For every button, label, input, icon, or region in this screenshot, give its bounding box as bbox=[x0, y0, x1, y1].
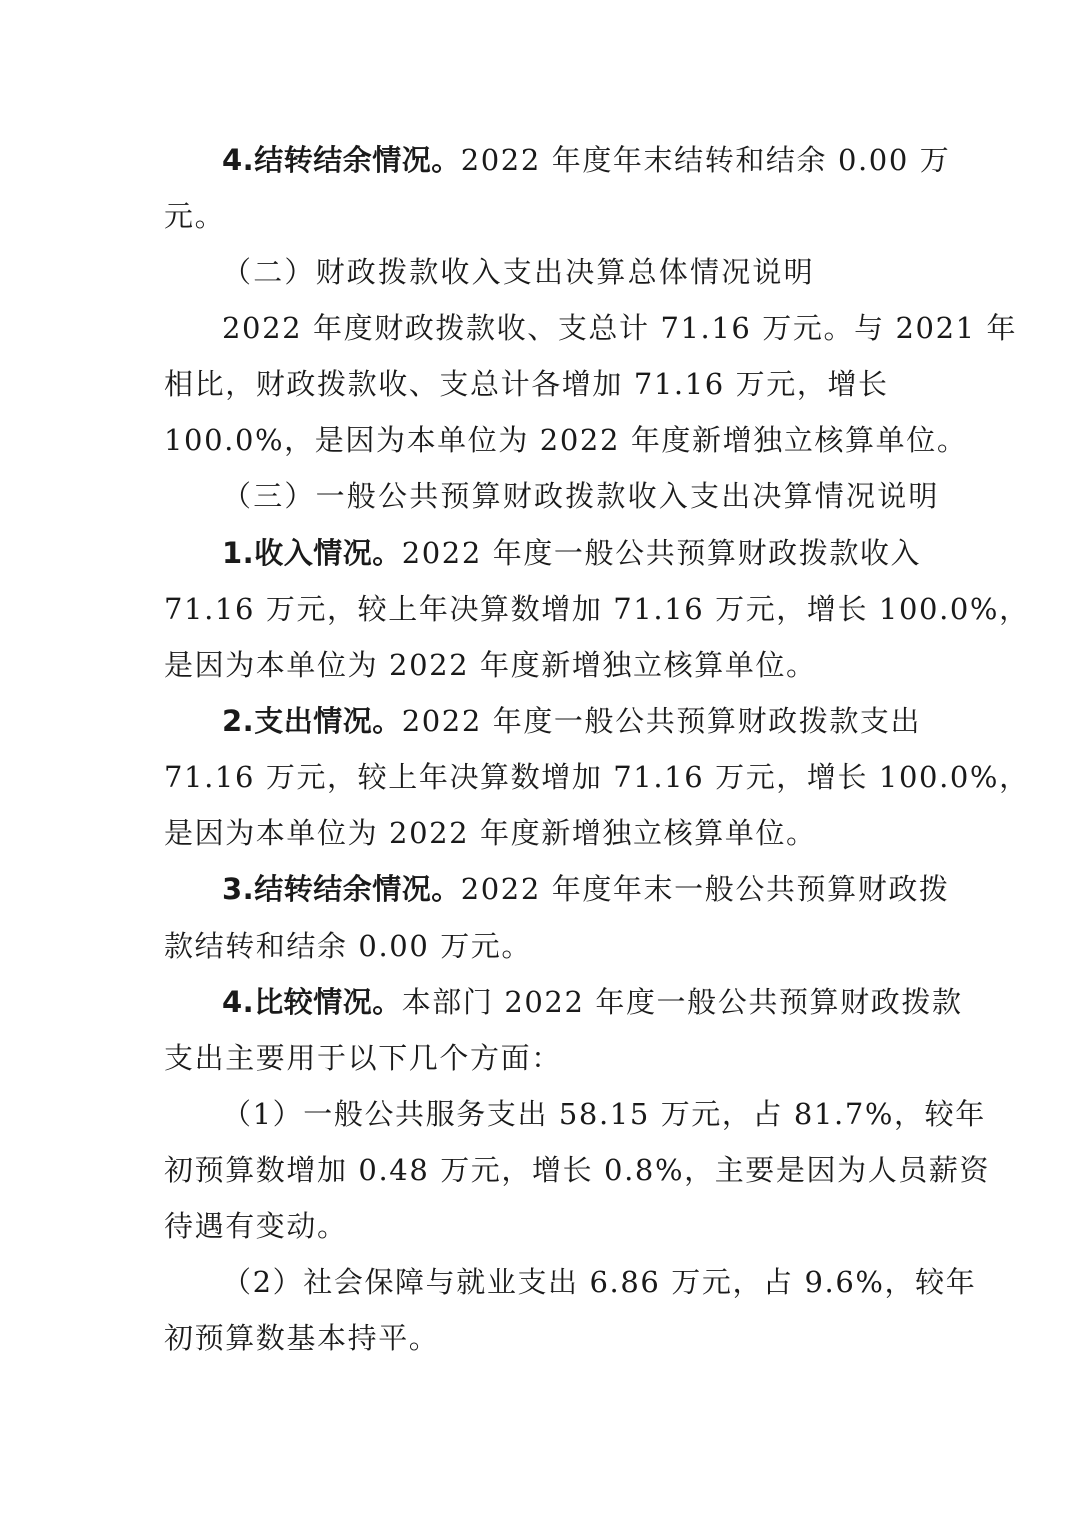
paragraph-heading: 2.支出情况。 bbox=[222, 704, 402, 738]
paragraph-line: 2022 年度财政拨款收、支总计 71.16 万元。与 2021 年 bbox=[222, 311, 1018, 345]
paragraph-heading: 1.收入情况。 bbox=[222, 536, 402, 570]
paragraph-line: （1）一般公共服务支出 58.15 万元，占 81.7%，较年 bbox=[222, 1097, 986, 1131]
paragraph-line bbox=[222, 140, 950, 180]
paragraph-text: 2022 年度年末一般公共预算财政拨 bbox=[460, 872, 950, 906]
paragraph-line bbox=[222, 533, 921, 573]
paragraph-text: 2022 年度一般公共预算财政拨款支出 bbox=[401, 704, 922, 738]
paragraph-line: 是因为本单位为 2022 年度新增独立核算单位。 bbox=[164, 648, 817, 682]
paragraph-line: 71.16 万元，较上年决算数增加 71.16 万元，增长 100.0%， bbox=[164, 592, 1030, 626]
paragraph-heading: 4.结转结余情况。 bbox=[222, 143, 461, 177]
paragraph-line: 相比，财政拨款收、支总计各增加 71.16 万元，增长 bbox=[164, 367, 889, 401]
paragraph-line: （2）社会保障与就业支出 6.86 万元，占 9.6%，较年 bbox=[222, 1265, 977, 1299]
paragraph-line bbox=[222, 982, 963, 1022]
paragraph-line: 支出主要用于以下几个方面： bbox=[164, 1041, 562, 1075]
paragraph-line: 71.16 万元，较上年决算数增加 71.16 万元，增长 100.0%， bbox=[164, 760, 1030, 794]
paragraph-heading: 4.比较情况。 bbox=[222, 985, 402, 1019]
paragraph-text: 2022 年度一般公共预算财政拨款收入 bbox=[401, 536, 922, 570]
paragraph-text: 2022 年度年末结转和结余 0.00 万 bbox=[460, 143, 951, 177]
section-heading: （二）财政拨款收入支出决算总体情况说明 bbox=[222, 255, 815, 289]
paragraph-line: 元。 bbox=[164, 199, 226, 233]
paragraph-line bbox=[222, 869, 950, 909]
paragraph-text: 本部门 2022 年度一般公共预算财政拨款 bbox=[401, 985, 963, 1019]
paragraph-line: 待遇有变动。 bbox=[164, 1209, 348, 1243]
section-heading: （三）一般公共预算财政拨款收入支出决算情况说明 bbox=[222, 479, 940, 513]
paragraph-line: 初预算数增加 0.48 万元，增长 0.8%，主要是因为人员薪资 bbox=[164, 1153, 991, 1187]
paragraph-line: 初预算数基本持平。 bbox=[164, 1321, 440, 1355]
paragraph-line: 款结转和结余 0.00 万元。 bbox=[164, 929, 533, 963]
paragraph-heading: 3.结转结余情况。 bbox=[222, 872, 461, 906]
paragraph-line: 100.0%，是因为本单位为 2022 年度新增独立核算单位。 bbox=[164, 423, 968, 457]
paragraph-line: 是因为本单位为 2022 年度新增独立核算单位。 bbox=[164, 816, 817, 850]
paragraph-line bbox=[222, 701, 921, 741]
